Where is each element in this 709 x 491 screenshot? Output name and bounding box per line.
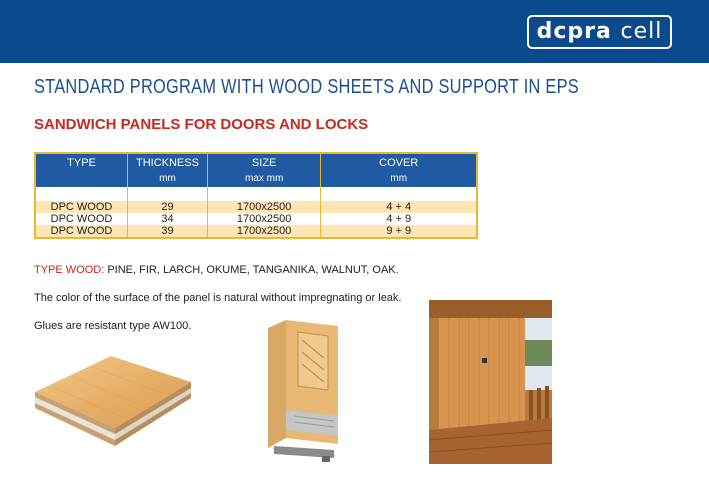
cell-size: 1700x2500 bbox=[207, 213, 321, 225]
cell-cover: 9 + 9 bbox=[321, 225, 477, 238]
type-wood-line bbox=[34, 264, 399, 276]
column-header-thickness: THICKNESS mm bbox=[128, 153, 208, 187]
column-header-type: TYPE bbox=[35, 153, 128, 187]
column-header-cover: COVER mm bbox=[321, 153, 477, 187]
surface-note: The color of the surface of the panel is natural without impregnating or leak. bbox=[34, 292, 402, 304]
cell-cover: 4 + 9 bbox=[321, 213, 477, 225]
cell-size: 1700x2500 bbox=[207, 201, 321, 213]
cell-cover: 4 + 4 bbox=[321, 201, 477, 213]
cell-type: DPC WOOD bbox=[35, 225, 128, 238]
cell-thickness: 34 bbox=[128, 213, 208, 225]
section-subtitle: SANDWICH PANELS FOR DOORS AND LOCKS bbox=[34, 116, 369, 133]
cell-type: DPC WOOD bbox=[35, 201, 128, 213]
table-spacer-row bbox=[35, 187, 477, 201]
type-wood-label: TYPE WOOD: bbox=[34, 264, 105, 276]
spec-table bbox=[34, 152, 478, 239]
wood-sandwich-panel-image bbox=[33, 342, 193, 454]
table-header-row bbox=[35, 153, 477, 187]
wood-paneled-balcony-image bbox=[429, 300, 552, 464]
table-row bbox=[35, 201, 477, 213]
cell-type: DPC WOOD bbox=[35, 213, 128, 225]
door-cross-section-image bbox=[264, 318, 344, 466]
logo-bold-text: dcpra bbox=[536, 19, 612, 44]
cell-thickness: 29 bbox=[128, 201, 208, 213]
logo-light-text: cell bbox=[620, 19, 663, 44]
column-header-size: SIZE max mm bbox=[207, 153, 321, 187]
cell-thickness: 39 bbox=[128, 225, 208, 238]
page-title: STANDARD PROGRAM WITH WOOD SHEETS AND SUPPORT IN EPS bbox=[34, 76, 579, 98]
cell-size: 1700x2500 bbox=[207, 225, 321, 238]
header-bar bbox=[0, 0, 709, 63]
depracell-logo bbox=[527, 15, 672, 49]
glue-note: Glues are resistant type AW100. bbox=[34, 320, 192, 332]
table-row bbox=[35, 225, 477, 238]
type-wood-value: PINE, FIR, LARCH, OKUME, TANGANIKA, WALNUT, OAK. bbox=[104, 264, 399, 276]
table-row bbox=[35, 213, 477, 225]
